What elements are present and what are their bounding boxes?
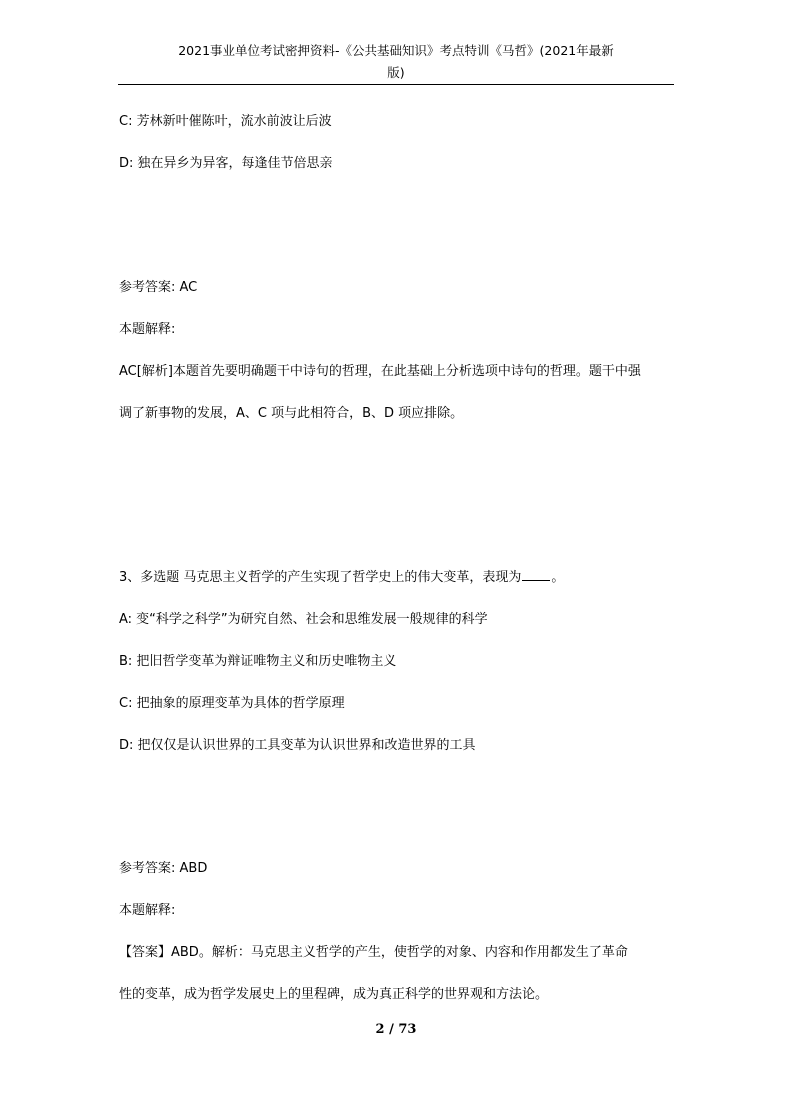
- q2-answer: 参考答案: AC: [119, 280, 198, 295]
- q3-option-b: B: 把旧哲学变革为辩证唯物主义和历史唯物主义: [119, 654, 397, 669]
- header-title-line2: 版): [387, 65, 405, 80]
- q2-option-c: C: 芳林新叶催陈叶，流水前波让后波: [119, 114, 332, 129]
- q3-option-a: A: 变“科学之科学”为研究自然、社会和思维发展一般规律的科学: [119, 612, 488, 627]
- page-header: [118, 40, 674, 84]
- q3-option-c: C: 把抽象的原理变革为具体的哲学原理: [119, 696, 345, 711]
- q2-explanation-line1: AC[解析]本题首先要明确题干中诗句的哲理，在此基础上分析选项中诗句的哲理。题干中强: [119, 364, 641, 379]
- q3-stem: [119, 566, 564, 585]
- q3-stem-text: 3、多选题 马克思主义哲学的产生实现了哲学史上的伟大变革，表现为: [119, 570, 522, 585]
- q3-explanation-line2: 性的变革，成为哲学发展史上的里程碑，成为真正科学的世界观和方法论。: [119, 987, 549, 1002]
- q2-option-d: D: 独在异乡为异客，每逢佳节倍思亲: [119, 156, 333, 171]
- q3-option-d: D: 把仅仅是认识世界的工具变革为认识世界和改造世界的工具: [119, 738, 476, 753]
- fill-in-blank: [522, 568, 550, 581]
- q3-explanation-line1: 【答案】ABD。解析：马克思主义哲学的产生，使哲学的对象、内容和作用都发生了革命: [119, 945, 628, 960]
- q2-explanation-line2: 调了新事物的发展，A、C 项与此相符合，B、D 项应排除。: [119, 406, 464, 421]
- q3-stem-end: 。: [551, 570, 565, 585]
- header-title-line1: 2021事业单位考试密押资料-《公共基础知识》考点特训《马哲》(2021年最新: [178, 43, 614, 58]
- page-number: 2 / 73: [375, 1022, 417, 1037]
- q3-explanation-label: 本题解释:: [119, 903, 176, 918]
- q3-answer: 参考答案: ABD: [119, 861, 208, 876]
- header-divider: [118, 84, 674, 85]
- q2-explanation-label: 本题解释:: [119, 322, 176, 337]
